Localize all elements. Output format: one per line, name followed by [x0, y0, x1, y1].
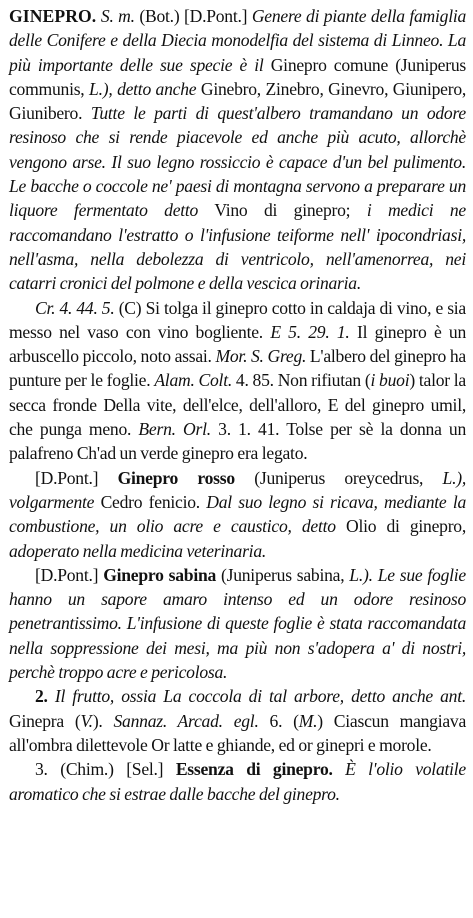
quotation-gloss: i buoi — [370, 370, 410, 391]
variant-names: Ginebro, Zinebro, Ginevro, Giunipero, Giunibero. — [9, 78, 467, 124]
cross-reference: V. — [80, 710, 93, 731]
sense-2 — [9, 684, 466, 757]
quotation-text: L'albero del ginepro ha punture per le foglie. — [9, 346, 466, 391]
domain-label: (Bot.) [D.Pont.] — [139, 6, 248, 26]
definition-text: adoperato nella medicina veterinaria. — [9, 540, 267, 561]
sense-number: 3. (Chim.) [Sel.] — [35, 759, 164, 780]
citation-source: Alam. Colt. — [154, 370, 232, 391]
term-name: ). — [92, 710, 103, 731]
definition-text: volgarmente — [9, 491, 95, 512]
definition-text: È l'olio volatile aromatico che si estrae dalle bacche del ginepro. — [9, 759, 466, 804]
definition-text: Genere di piante della famiglia delle Conifere e della Diecia monodelfia del sistema di Linneo. La più importante delle sue specie è il — [9, 6, 467, 75]
citation-source: Sannaz. Arcad. egl. — [113, 710, 259, 731]
quotation-text: ) Ciascun mangiava all'ombra dilettevole Or latte e ghiande, ed or ginepri e morole. — [9, 710, 467, 755]
term-name: Vino di ginepro; — [214, 200, 351, 221]
species-name: Ginepro comune (Juniperus communis, — [9, 54, 466, 99]
quotation-text: (C) Si tolga il ginepro cotto in caldaja di vino, e sia messo nel vaso con vino bogliente. — [9, 297, 466, 342]
subentry-term: Essenza di ginepro. — [175, 759, 333, 780]
citation-source: E 5. 29. 1. — [270, 321, 350, 342]
quotation-text: 4. 85. Non rifiutan ( — [235, 370, 371, 391]
grammar-label: S. m. — [100, 6, 135, 26]
citation-marker: M. — [298, 710, 318, 731]
subentry-ginepro-rosso — [9, 466, 466, 563]
species-name: (Juniperus oreycedrus, — [254, 467, 424, 488]
quotation-text: 3. 1. 41. Tolse per sè la donna un palafreno Ch'ad un verde ginepro era legato. — [9, 419, 466, 464]
entry-definition — [9, 4, 466, 296]
headword: GINEPRO. — [9, 6, 97, 26]
source-label: [D.Pont.] — [35, 564, 99, 585]
quotation-text: ) talor la secca fronde Della vite, dell'elce, dell'alloro, E del ginepro umil, che punga meno. — [9, 370, 466, 440]
definition-text: Il frutto, ossia La coccola di tal arbore, detto anche ant. — [54, 686, 466, 707]
citation-source: Mor. S. Greg. — [215, 346, 307, 367]
variant-names: Cedro fenicio. — [100, 491, 200, 512]
citation-source: Cr. 4. 44. 5. — [35, 297, 115, 318]
term-name: Ginepra ( — [9, 710, 81, 731]
definition-text: detto anche — [117, 78, 197, 99]
quotation-text: Il ginepro è un arbuscello piccolo, noto assai. — [9, 321, 466, 367]
definition-text: i medici ne raccomandano l'estratto o l'infusione teiforme nell' ipocondriasi, nell'asma, nella debolezza di ventricolo, nell'amenorrea, nei catarri cronici del polmone e della vescica orinaria. — [9, 200, 466, 294]
quotations-paragraph — [9, 296, 466, 466]
author-abbrev: L.). — [349, 564, 373, 585]
subentry-ginepro-sabina — [9, 563, 466, 684]
source-label: [D.Pont.] — [35, 467, 99, 488]
definition-text: Tutte le parti di quest'albero tramandano un odore resinoso che si rende piacevole ed anche più acuto, allorchè vengono arse. Il suo legno rossiccio è capace d'un bel pulimento. Le bacche o coccole ne' paesi di montagna servono a preparare un liquore fermentato detto — [9, 103, 466, 221]
quotation-text: 6. ( — [269, 710, 299, 731]
definition-text: Dal suo legno si ricava, mediante la combustione, un olio acre e caustico, detto — [9, 491, 467, 537]
author-abbrev: L.), — [442, 467, 466, 488]
term-name: Olio di ginepro, — [346, 516, 467, 537]
author-abbrev: L.), — [89, 78, 113, 99]
subentry-term: Ginepro rosso — [117, 467, 235, 488]
species-name: (Juniperus sabina, — [221, 564, 345, 585]
definition-text: Le sue foglie hanno un sapore amaro intenso ed un odore resinoso penetrantissimo. L'infusione di queste foglie è stata raccomandata nella soppressione dei mesi, ma più non s'adopera a' di nostri, perchè troppo acre e pericolosa. — [9, 564, 466, 683]
sense-3 — [9, 757, 466, 806]
subentry-term: Ginepro sabina — [103, 564, 217, 585]
citation-source: Bern. Orl. — [138, 419, 211, 440]
sense-number: 2. — [35, 686, 48, 707]
